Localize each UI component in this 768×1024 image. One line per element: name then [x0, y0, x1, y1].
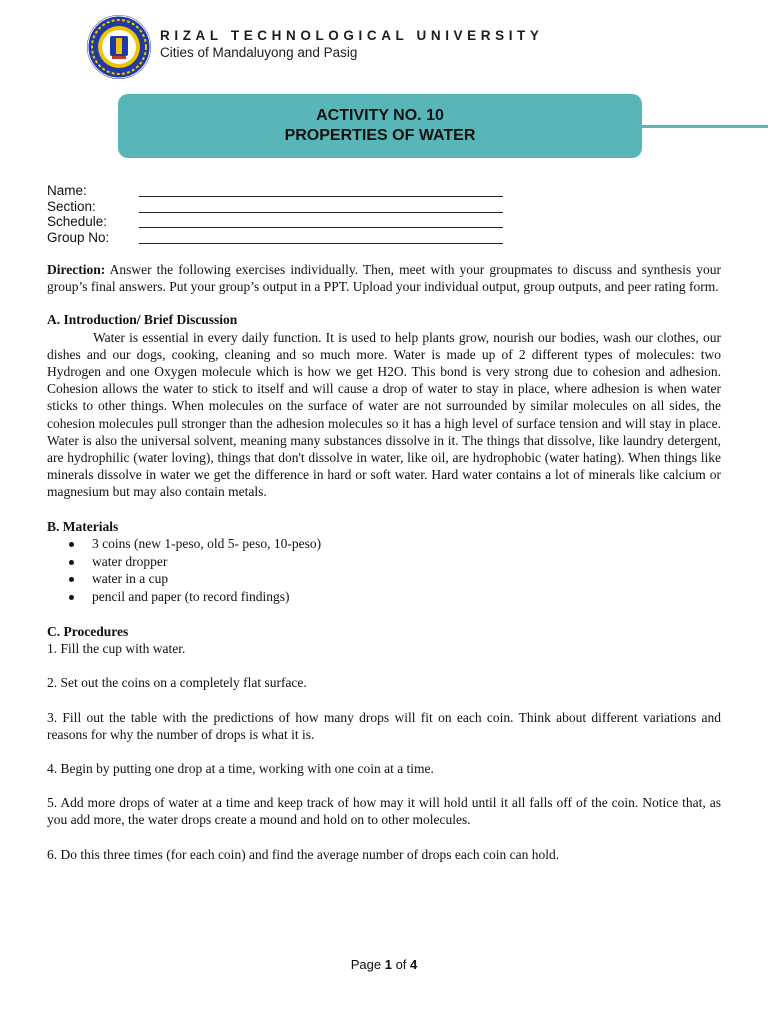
page-word: Page — [350, 957, 385, 972]
document-body — [47, 261, 721, 863]
current-page-number: 1 — [384, 957, 392, 972]
of-word: of — [391, 957, 411, 972]
procedures-heading: C. Procedures — [47, 624, 129, 640]
procedure-step: 5. Add more drops of water at a time and keep track of how may it will hold until it all falls off of the coin. Notice that, as you add more, the water drops create a mound and hold on to other molecules. — [47, 795, 721, 828]
university-name: RIZAL TECHNOLOGICAL UNIVERSITY — [160, 28, 544, 43]
direction-paragraph — [47, 261, 721, 295]
procedure-step: 4. Begin by putting one drop at a time, working with one coin at a time. — [47, 761, 434, 777]
direction-label: Direction: — [47, 262, 106, 277]
university-seal-logo — [86, 14, 152, 80]
materials-list — [47, 535, 721, 606]
group-no-blank[interactable] — [139, 230, 503, 244]
field-label: Schedule: — [47, 214, 108, 229]
materials-heading: B. Materials — [47, 518, 119, 534]
field-row-group — [47, 230, 503, 246]
procedure-step: 2. Set out the coins on a completely flat surface. — [47, 675, 307, 691]
procedure-step: 3. Fill out the table with the predictions of how many drops will fit on each coin. Think about different variations and reasons for why the number of drops is what it is. — [47, 709, 721, 742]
list-item: 3 coins (new 1-peso, old 5- peso, 10-peso) — [47, 535, 721, 553]
page-footer — [0, 957, 768, 972]
field-label: Section: — [47, 198, 96, 214]
field-row-name — [47, 183, 503, 199]
title-accent-line — [642, 125, 768, 128]
activity-title-box — [118, 94, 642, 158]
schedule-blank[interactable] — [139, 214, 503, 228]
university-location: Cities of Mandaluyong and Pasig — [160, 45, 358, 60]
field-label: Name: — [47, 183, 87, 198]
procedure-step: 6. Do this three times (for each coin) and find the average number of drops each coin can hold. — [47, 846, 560, 862]
field-label: Group No: — [47, 229, 110, 245]
list-item: pencil and paper (to record findings) — [47, 588, 721, 606]
field-row-section — [47, 199, 503, 215]
activity-number: ACTIVITY NO. 10 — [316, 107, 444, 124]
name-blank[interactable] — [139, 183, 503, 197]
procedure-step: 1. Fill the cup with water. — [47, 641, 186, 657]
direction-text: Answer the following exercises individually. Then, meet with your groupmates to discuss and synthesis your group’s final answers. Put your group’s output in a PPT. Upload your individual output, group outputs, and peer rating form. — [47, 262, 721, 295]
list-item: water in a cup — [47, 570, 721, 588]
field-row-schedule — [47, 214, 503, 230]
student-info-fields — [47, 183, 503, 245]
section-blank[interactable] — [139, 199, 503, 213]
intro-heading: A. Introduction/ Brief Discussion — [47, 312, 238, 328]
list-item: water dropper — [47, 553, 721, 571]
activity-title: PROPERTIES OF WATER — [284, 127, 476, 144]
total-page-number: 4 — [410, 957, 418, 972]
intro-text: Water is essential in every daily function. It is used to help plants grow, nourish our bodies, wash our clothes, our dishes and our dogs, cooking, cleaning and so much more. Water is made up of 2 different types of molecules: two Hydrogen and one Oxygen molecule which is how we get H2O. This bond is very strong due to cohesion and adhesion. Cohesion allows the water to stick to itself and will cause a drop of water to stay in place, where adhesion is when water sticks to other things. When molecules on the surface of water are not surrounded by similar molecules on all sides, the cohesion molecules pull stronger than the adhesion molecules so it has a high level of surface tension and will stay in place. Water is also the universal solvent, meaning many substances dissolve in it. The things that dissolve, like laundry detergent, are hydrophilic (water loving), things that don't dissolve in water, like oil, are hydrophobic (water hating). When things like minerals dissolve in water we get the difference in hard or soft water. Hard water contains a lot of minerals like calcium or magnesium but may also contain metals. — [47, 329, 721, 500]
